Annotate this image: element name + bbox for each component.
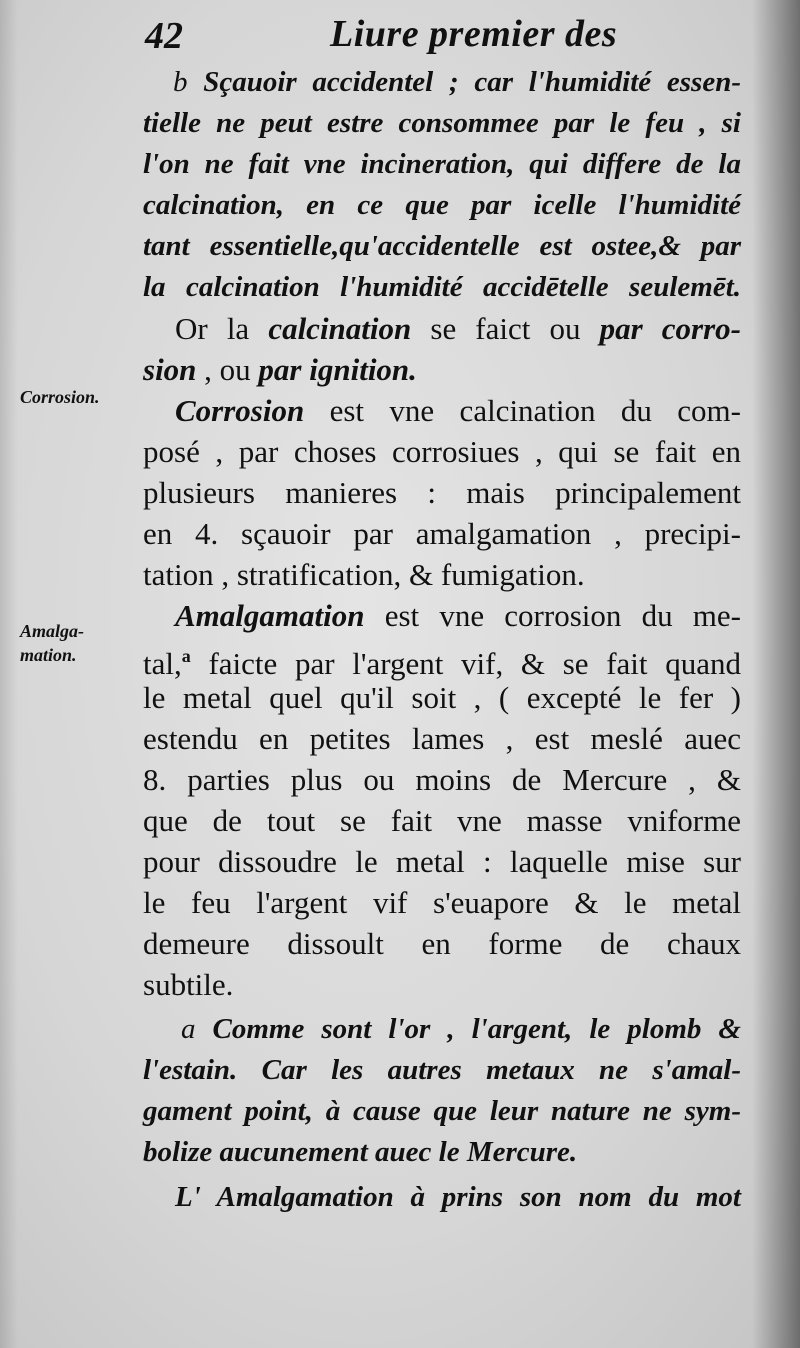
amalgamation-text-6: que de tout se fait vne masse vniforme — [143, 803, 741, 838]
calcination-line — [143, 349, 741, 390]
amalgamation-line — [143, 759, 741, 800]
note-b-line — [143, 267, 741, 308]
closing-text: L' Amalgamation à prins son nom du mot — [175, 1181, 741, 1213]
corrosion-line — [143, 554, 741, 595]
amalgamation-text-4: estendu en petites lames , est meslé auec — [143, 721, 741, 756]
amalgamation-text-7: pour dissoudre le metal : laquelle mise sur — [143, 844, 741, 879]
note-a-text-3: gament point, à cause que leur nature ne sym- — [143, 1095, 741, 1127]
note-b-text-6: la calcination l'humidité accidētelle seulemēt. — [143, 271, 741, 303]
note-a-reference: a — [181, 646, 191, 666]
margin-note-amalgamation-line2: mation. — [20, 645, 77, 665]
margin-note-corrosion: Corrosion. — [20, 387, 100, 407]
amalgamation-text-2a: tal, — [143, 646, 182, 681]
calcination-text-1a: Or la — [175, 311, 269, 346]
amalgamation-line — [143, 882, 741, 923]
amalgamation-line — [143, 800, 741, 841]
note-b-text-1: Sçauoir accidentel ; car l'humidité essen- — [203, 66, 741, 98]
page-number: 42 — [145, 15, 183, 57]
corrosion-term-end: sion — [143, 352, 197, 387]
note-b-marker: b — [173, 66, 188, 98]
amalgamation-text-1: est vne corrosion du me- — [364, 598, 741, 633]
calcination-term: calcination — [268, 311, 412, 346]
corrosion-text-5: tation , stratification, & fumigation. — [143, 557, 585, 592]
closing-line — [143, 1177, 741, 1218]
margin-note-amalgamation-line1: Amalga- — [20, 621, 85, 641]
calcination-text-2b: , ou — [196, 352, 259, 387]
corrosion-text-1: est vne calcination du com- — [304, 393, 741, 428]
amalgamation-heading-term: Amalgamation — [175, 598, 365, 633]
corrosion-text-4: en 4. sçauoir par amalgamation , precipi- — [143, 516, 741, 551]
note-b-line — [143, 103, 741, 144]
corrosion-line — [143, 431, 741, 472]
calcination-line — [143, 308, 741, 349]
note-a-marker: a — [181, 1013, 196, 1045]
ignition-term: par ignition. — [258, 352, 417, 387]
note-b-text-3: l'on ne fait vne incineration, qui differe de la — [143, 148, 741, 180]
note-b-text-4: calcination, en ce que par icelle l'humidité — [143, 189, 741, 221]
amalgamation-text-10: subtile. — [143, 967, 234, 1002]
amalgamation-line — [143, 636, 741, 681]
note-a-line — [143, 1050, 741, 1091]
corrosion-text-2: posé , par choses corrosiues , qui se fait en — [143, 434, 741, 469]
note-b-line — [143, 62, 741, 103]
calcination-text-1c: se faict ou — [411, 311, 600, 346]
amalgamation-text-8: le feu l'argent vif s'euapore & le metal — [143, 885, 741, 920]
note-b-text-5: tant essentielle,qu'accidentelle est ostee,& par — [143, 230, 741, 262]
corrosion-term: par corro- — [599, 311, 741, 346]
corrosion-heading-term: Corrosion — [175, 393, 305, 428]
amalgamation-line — [143, 677, 741, 718]
amalgamation-line — [143, 964, 741, 1005]
note-a-text-4: bolize aucunement auec le Mercure. — [143, 1136, 578, 1168]
running-title: Liure premier des — [330, 13, 618, 55]
note-b-text-2: tielle ne peut estre consommee par le feu , si — [143, 107, 741, 139]
corrosion-text-3: plusieurs manieres : mais principalement — [143, 475, 741, 510]
note-a-line — [143, 1091, 741, 1132]
amalgamation-line — [143, 595, 741, 636]
amalgamation-text-9: demeure dissoult en forme de chaux — [143, 926, 741, 961]
amalgamation-text-2b: faicte par l'argent vif, & se fait quand — [190, 646, 741, 681]
gutter-shadow — [752, 0, 800, 1348]
note-a-text-2: l'estain. Car les autres metaux ne s'amal- — [143, 1054, 741, 1086]
corrosion-line — [143, 472, 741, 513]
amalgamation-text-3: le metal quel qu'il soit , ( excepté le fer ) — [143, 680, 741, 715]
corrosion-line — [143, 513, 741, 554]
page-edge-shadow — [0, 0, 18, 1348]
note-b-line — [143, 144, 741, 185]
amalgamation-line — [143, 718, 741, 759]
main-text-block — [143, 62, 741, 1218]
note-a-text-1: Comme sont l'or , l'argent, le plomb & — [212, 1013, 741, 1045]
page-header — [145, 12, 725, 62]
amalgamation-line — [143, 841, 741, 882]
note-b-line — [143, 226, 741, 267]
note-b-line — [143, 185, 741, 226]
amalgamation-text-5: 8. parties plus ou moins de Mercure , & — [143, 762, 741, 797]
note-a-line — [143, 1132, 741, 1173]
note-a-line — [143, 1009, 741, 1050]
corrosion-line — [143, 390, 741, 431]
amalgamation-line — [143, 923, 741, 964]
